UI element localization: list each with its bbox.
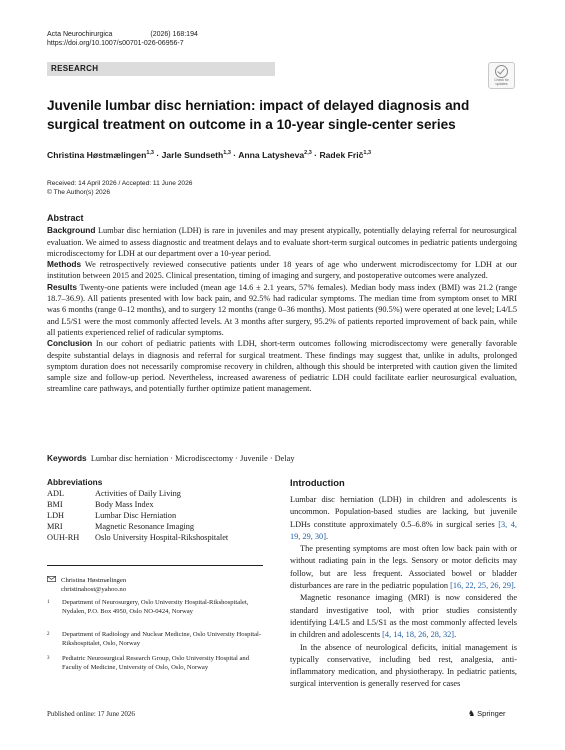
intro-text: Lumbar disc herniation (LDH) in children and adolescents is uncommon. Population-based studies are lacking, but juvenile LDHs constitute approximately 0.5–6.8% in surgical series [290, 495, 517, 529]
badge-line2: updates [495, 82, 508, 86]
keywords-label: Keywords [47, 453, 87, 463]
affiliation-text: Department of Neurosurgery, Oslo University Hospital-Rikshospitalet, Nydalen, P.O. Box 4950, Oslo NO-0424, Norway [62, 599, 249, 615]
abbreviation-key: MRI [47, 522, 63, 531]
author-separator: · [230, 150, 239, 160]
journal-header [47, 30, 198, 48]
doi-link[interactable]: https://doi.org/10.1007/s00701-026-06956-7 [47, 40, 184, 47]
methods-text: We retrospectively reviewed consecutive patients under 18 years of age who underwent microdiscectomy for LDH at our institution between 2015 and 2025. Clinical presentation, timing of imaging and surgery, and postoperative outcomes were analyzed. [47, 260, 517, 281]
conclusion-label: Conclusion [47, 338, 93, 349]
copyright: © The Author(s) 2026 [47, 189, 111, 196]
abbreviation-value: Body Mass Index [95, 500, 154, 509]
publisher-name: Springer [477, 709, 506, 718]
intro-paragraph [290, 494, 517, 543]
affiliation-number: 2 [47, 632, 50, 637]
affiliation-text: Department of Radiology and Nuclear Medicine, Oslo University Hospital-Rikshospitalet, Oslo, Norway [62, 631, 262, 647]
article-dates [47, 179, 192, 197]
publisher-logo [468, 709, 506, 718]
conclusion-text: In our cohort of pediatric patients with LDH, short-term outcomes following microdiscectomy were generally favorable despite substantial delays in diagnosis and referral for surgical treatment. These findings may suggest that, unlike in adults, prolonged symptom duration does not necessarily compromise recovery in children, although this should be interpreted with caution given the limited sample size and follow-up period. Nevertheless, increased awareness of pediatric LDH could facilitate earlier neurosurgical evaluation, streamline care pathways, and potentially further optimize patient management. [47, 339, 517, 394]
citation-link[interactable]: [3, 4, 19, 29, 30] [290, 519, 517, 541]
author-name[interactable]: Jarle Sundseth [161, 150, 224, 160]
abbreviation-row [47, 488, 228, 499]
author-list [47, 150, 517, 160]
affiliation-number: 1 [47, 600, 50, 605]
abbreviation-key: OUH-RH [47, 533, 80, 542]
author-affiliation-marker: 1,3 [223, 150, 231, 157]
check-for-updates-icon [495, 65, 508, 78]
affiliation-3 [47, 654, 263, 672]
results-text: Twenty-one patients were included (mean age 14.6 ± 2.1 years, 57% females). Median body mass index (BMI) was 21.2 (range 18.7–36.9). All patients presented with low back pain, and 92.5% had radicular symptoms. The median time from symptom onset to MRI was 6 months (range 0–12 months), and to surgery 12 months (range 0–36 months). Most patients (90.5%) were operated at one level; L4/L5 and L5/S1 were the most commonly affected levels. At 3 months after surgery, 95.2% of patients reported improvement of back pain, while all patients experienced relief of radicular symptoms. [47, 282, 517, 337]
intro-paragraph [290, 592, 517, 641]
abbreviation-key: BMI [47, 500, 63, 509]
author-name[interactable]: Anna Latysheva [238, 150, 305, 160]
abstract-background [47, 225, 517, 259]
background-label: Background [47, 225, 96, 236]
abstract-results [47, 282, 517, 338]
citation-link[interactable]: [16, 22, 25, 26, 29] [450, 581, 514, 591]
keywords [47, 453, 517, 463]
author-name[interactable]: Christina Høstmælingen [47, 150, 147, 160]
intro-paragraph [290, 543, 517, 592]
keywords-text: Lumbar disc herniation · Microdiscectomy · Juvenile · Delay [90, 454, 295, 463]
abbreviations-heading: Abbreviations [47, 477, 103, 487]
abbreviations-table [47, 488, 228, 543]
abstract [47, 213, 517, 395]
introduction-heading: Introduction [290, 477, 345, 488]
abbreviation-key: LDH [47, 511, 65, 520]
abbreviation-row [47, 499, 228, 510]
intro-text: . [325, 531, 329, 541]
introduction-body [290, 494, 517, 691]
abbreviation-row [47, 510, 228, 521]
badge-line1: Check for [494, 78, 509, 82]
journal-issue: (2026) 168:194 [150, 31, 198, 38]
abbreviation-value: Activities of Daily Living [95, 489, 181, 498]
springer-horse-icon: ♞ [468, 709, 476, 718]
author-affiliation-marker: 2,3 [304, 150, 312, 157]
affiliation-1 [47, 598, 263, 616]
correspondence-email[interactable]: christinahost@yahoo.no [61, 586, 127, 593]
intro-paragraph [290, 642, 517, 691]
intro-text: . [513, 581, 516, 591]
right-column [290, 477, 517, 691]
intro-text: The presenting symptoms are most often low back pain with or without radiating pain in the legs. Sensory or motor deficits may follow, but are less frequent. Associated bowel or bladder disturbances are rare in the pediatric population [290, 544, 517, 591]
check-for-updates-badge[interactable] [488, 62, 515, 89]
author-affiliation-marker: 1,3 [363, 150, 372, 157]
abbreviation-value: Lumbar Disc Herniation [95, 511, 177, 520]
abbreviation-key: ADL [47, 489, 65, 498]
affiliation-2 [47, 630, 263, 648]
article-type-banner: RESEARCH [47, 62, 275, 76]
citation-link[interactable]: [4, 14, 18, 26, 28, 32] [382, 630, 455, 640]
abstract-heading: Abstract [47, 213, 84, 223]
author-name[interactable]: Radek Frič [319, 150, 364, 160]
journal-name: Acta Neurochirurgica [47, 31, 113, 38]
affiliation-text: Pediatric Neurosurgical Research Group, Oslo University Hospital and Faculty of Medicine, University of Oslo, Oslo, Norway [62, 655, 250, 671]
abbreviation-row [47, 532, 228, 543]
background-text: Lumbar disc herniation (LDH) is rare in juveniles and may present atypically, potentially delaying referral for neurosurgical evaluation. We aimed to assess diagnostic and treatment delays and to evaluate short-term surgical outcomes in pediatric patients undergoing microdiscectomy for LDH at our department over a 10-year period. [47, 226, 517, 258]
article-title: Juvenile lumbar disc herniation: impact of delayed diagnosis and surgical treatment on outcome in a 10-year single-center series [47, 98, 470, 132]
correspondence-name: Christina Høstmælingen [61, 577, 127, 584]
left-column [47, 477, 263, 543]
author-separator: · [311, 150, 320, 160]
envelope-icon [47, 576, 61, 585]
intro-text: Magnetic resonance imaging (MRI) is now considered the standard investigative tool, with prior studies consistently identifying L4/L5 and L5/S1 as the most commonly affected levels in children and adolescents [290, 593, 517, 640]
received-accepted: Received: 14 April 2026 / Accepted: 11 June 2026 [47, 180, 193, 187]
footnote-divider [47, 565, 263, 566]
methods-label: Methods [47, 259, 82, 270]
affiliation-number: 3 [47, 656, 50, 661]
abstract-methods [47, 259, 517, 282]
abbreviation-value: Oslo University Hospital-Rikshospitalet [95, 533, 229, 542]
abstract-conclusion [47, 338, 517, 394]
author-affiliation-marker: 1,3 [146, 150, 154, 157]
author-separator: · [153, 150, 162, 160]
abbreviation-value: Magnetic Resonance Imaging [95, 522, 195, 531]
results-label: Results [47, 281, 77, 292]
intro-text: . [454, 630, 457, 640]
correspondence [47, 576, 263, 594]
intro-text: In the absence of neurological deficits, initial management is typically conservative, including bed rest, analgesia, anti-inflammatory medication, and physiotherapy. In pediatric patients, surgical intervention is generally reserved for cases [290, 642, 517, 689]
abbreviation-row [47, 521, 228, 532]
published-date: Published online: 17 June 2026 [47, 710, 135, 718]
